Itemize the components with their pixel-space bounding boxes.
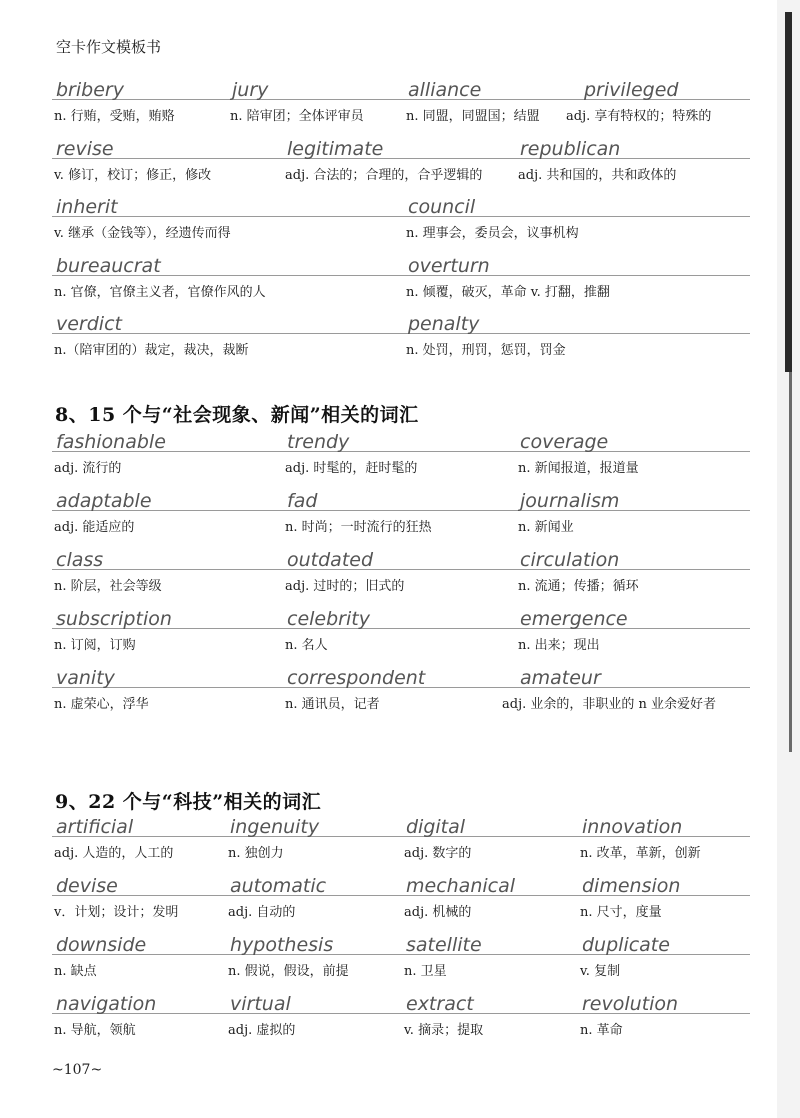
vocab-row — [52, 994, 750, 1050]
vocab-term: inherit — [56, 196, 118, 218]
vocab-definition: n. 阶层，社会等级 — [54, 579, 162, 594]
vocab-row — [52, 314, 750, 370]
vocab-term: fashionable — [56, 431, 166, 453]
binding-shadow — [785, 12, 792, 372]
vocab-definition: n. 独创力 — [228, 846, 284, 861]
vocab-term: vanity — [56, 667, 115, 689]
vocab-term: journalism — [520, 490, 620, 512]
vocab-term: penalty — [408, 313, 480, 335]
ruled-line — [52, 333, 750, 334]
vocab-definition: adj. 数字的 — [404, 846, 472, 861]
vocab-definition: n. 新闻报道，报道量 — [518, 461, 639, 476]
vocab-term: navigation — [56, 993, 157, 1015]
vocab-term: amateur — [520, 667, 601, 689]
ruled-line — [52, 569, 750, 570]
vocab-definition: adj. 流行的 — [54, 461, 122, 476]
vocab-definition: n. 流通；传播；循环 — [518, 579, 639, 594]
vocab-term: jury — [232, 79, 269, 101]
vocab-definition: adj. 合法的；合理的，合乎逻辑的 — [285, 168, 483, 183]
vocab-definition: adj. 虚拟的 — [228, 1023, 296, 1038]
binding-shadow-lower — [789, 372, 792, 752]
vocab-term: duplicate — [582, 934, 670, 956]
vocab-term: automatic — [230, 875, 327, 897]
vocab-definition: adj. 自动的 — [228, 905, 296, 920]
vocab-definition: n. 名人 — [285, 638, 328, 653]
vocab-term: fad — [287, 490, 318, 512]
vocab-term: subscription — [56, 608, 172, 630]
vocab-definition: n.（陪审团的）裁定，裁决，裁断 — [54, 343, 249, 358]
vocab-row — [52, 876, 750, 932]
vocab-definition: adj. 时髦的，赶时髦的 — [285, 461, 418, 476]
vocab-definition: n. 同盟，同盟国；结盟 — [406, 109, 540, 124]
vocab-definition: adj. 机械的 — [404, 905, 472, 920]
vocab-definition: n. 陪审团；全体评审员 — [230, 109, 364, 124]
vocab-row — [52, 432, 750, 488]
ruled-line — [52, 510, 750, 511]
vocab-term: mechanical — [406, 875, 516, 897]
vocab-term: correspondent — [287, 667, 426, 689]
vocab-definition: v. 复制 — [580, 964, 621, 979]
vocab-term: circulation — [520, 549, 620, 571]
vocab-term: dimension — [582, 875, 681, 897]
vocab-row — [52, 935, 750, 991]
vocab-definition: adj. 业余的，非职业的 n 业余爱好者 — [502, 697, 717, 712]
book-title: 空卡作文模板书 — [56, 38, 162, 56]
vocab-term: class — [56, 549, 104, 571]
vocab-definition: n. 改革，革新，创新 — [580, 846, 701, 861]
vocab-term: overturn — [408, 255, 490, 277]
vocab-term: celebrity — [287, 608, 370, 630]
vocab-term: digital — [406, 816, 466, 838]
vocab-term: trendy — [287, 431, 350, 453]
vocab-term: ingenuity — [230, 816, 320, 838]
vocab-row — [52, 668, 750, 724]
vocab-definition: adj. 共和国的，共和政体的 — [518, 168, 677, 183]
vocab-definition: adj. 享有特权的；特殊的 — [566, 109, 712, 124]
page-number: ~107~ — [52, 1062, 103, 1078]
vocab-term: satellite — [406, 934, 482, 956]
vocab-definition: n. 订阅，订购 — [54, 638, 136, 653]
vocab-definition: n. 出来；现出 — [518, 638, 600, 653]
ruled-line — [52, 158, 750, 159]
vocab-term: outdated — [287, 549, 374, 571]
vocab-definition: v. 继承（金钱等），经遗传而得 — [54, 226, 231, 241]
vocab-term: council — [408, 196, 476, 218]
section-heading: 9、22 个与“科技”相关的词汇 — [55, 791, 322, 813]
ruled-line — [52, 216, 750, 217]
vocab-term: verdict — [56, 313, 122, 335]
vocab-definition: n. 倾覆，破灭，革命 v. 打翻，推翻 — [406, 285, 610, 300]
vocab-definition: v. 摘录；提取 — [404, 1023, 484, 1038]
vocab-term: emergence — [520, 608, 628, 630]
vocab-row — [52, 817, 750, 873]
vocab-term: alliance — [408, 79, 482, 101]
vocab-term: privileged — [584, 79, 679, 101]
section-heading: 8、15 个与“社会现象、新闻”相关的词汇 — [55, 404, 419, 426]
vocab-term: coverage — [520, 431, 609, 453]
vocab-term: innovation — [582, 816, 683, 838]
vocab-term: bureaucrat — [56, 255, 161, 277]
vocab-term: devise — [56, 875, 118, 897]
vocab-definition: n. 处罚，刑罚，惩罚，罚金 — [406, 343, 566, 358]
vocab-term: extract — [406, 993, 474, 1015]
vocab-term: legitimate — [287, 138, 384, 160]
vocab-definition: n. 革命 — [580, 1023, 623, 1038]
vocab-term: virtual — [230, 993, 291, 1015]
vocab-row — [52, 550, 750, 606]
vocab-row — [52, 80, 750, 136]
vocab-definition: v. 修订，校订；修正，修改 — [54, 168, 212, 183]
vocab-definition: n. 通讯员，记者 — [285, 697, 380, 712]
vocab-term: bribery — [56, 79, 124, 101]
vocab-definition: n. 行贿，受贿，贿赂 — [54, 109, 175, 124]
vocab-definition: n. 导航，领航 — [54, 1023, 136, 1038]
vocab-term: downside — [56, 934, 147, 956]
vocab-term: republican — [520, 138, 621, 160]
vocab-definition: n. 假说，假设，前提 — [228, 964, 349, 979]
vocab-term: hypothesis — [230, 934, 334, 956]
vocab-definition: v．计划；设计；发明 — [54, 905, 179, 920]
vocab-row — [52, 491, 750, 547]
vocab-definition: n. 时尚；一时流行的狂热 — [285, 520, 432, 535]
vocab-definition: n. 卫星 — [404, 964, 447, 979]
vocab-term: adaptable — [56, 490, 152, 512]
vocab-term: revolution — [582, 993, 679, 1015]
vocab-definition: n. 缺点 — [54, 964, 97, 979]
vocab-definition: n. 虚荣心，浮华 — [54, 697, 149, 712]
vocab-definition: n. 理事会，委员会，议事机构 — [406, 226, 579, 241]
vocab-definition: n. 官僚，官僚主义者，官僚作风的人 — [54, 285, 266, 300]
vocab-definition: adj. 人造的，人工的 — [54, 846, 174, 861]
vocab-row — [52, 609, 750, 665]
vocab-row — [52, 197, 750, 253]
vocab-term: revise — [56, 138, 114, 160]
vocab-definition: n. 新闻业 — [518, 520, 574, 535]
vocab-term: artificial — [56, 816, 134, 838]
vocab-definition: adj. 能适应的 — [54, 520, 135, 535]
vocab-definition: n. 尺寸，度量 — [580, 905, 662, 920]
vocab-definition: adj. 过时的；旧式的 — [285, 579, 405, 594]
vocab-row — [52, 139, 750, 195]
vocab-row — [52, 256, 750, 312]
